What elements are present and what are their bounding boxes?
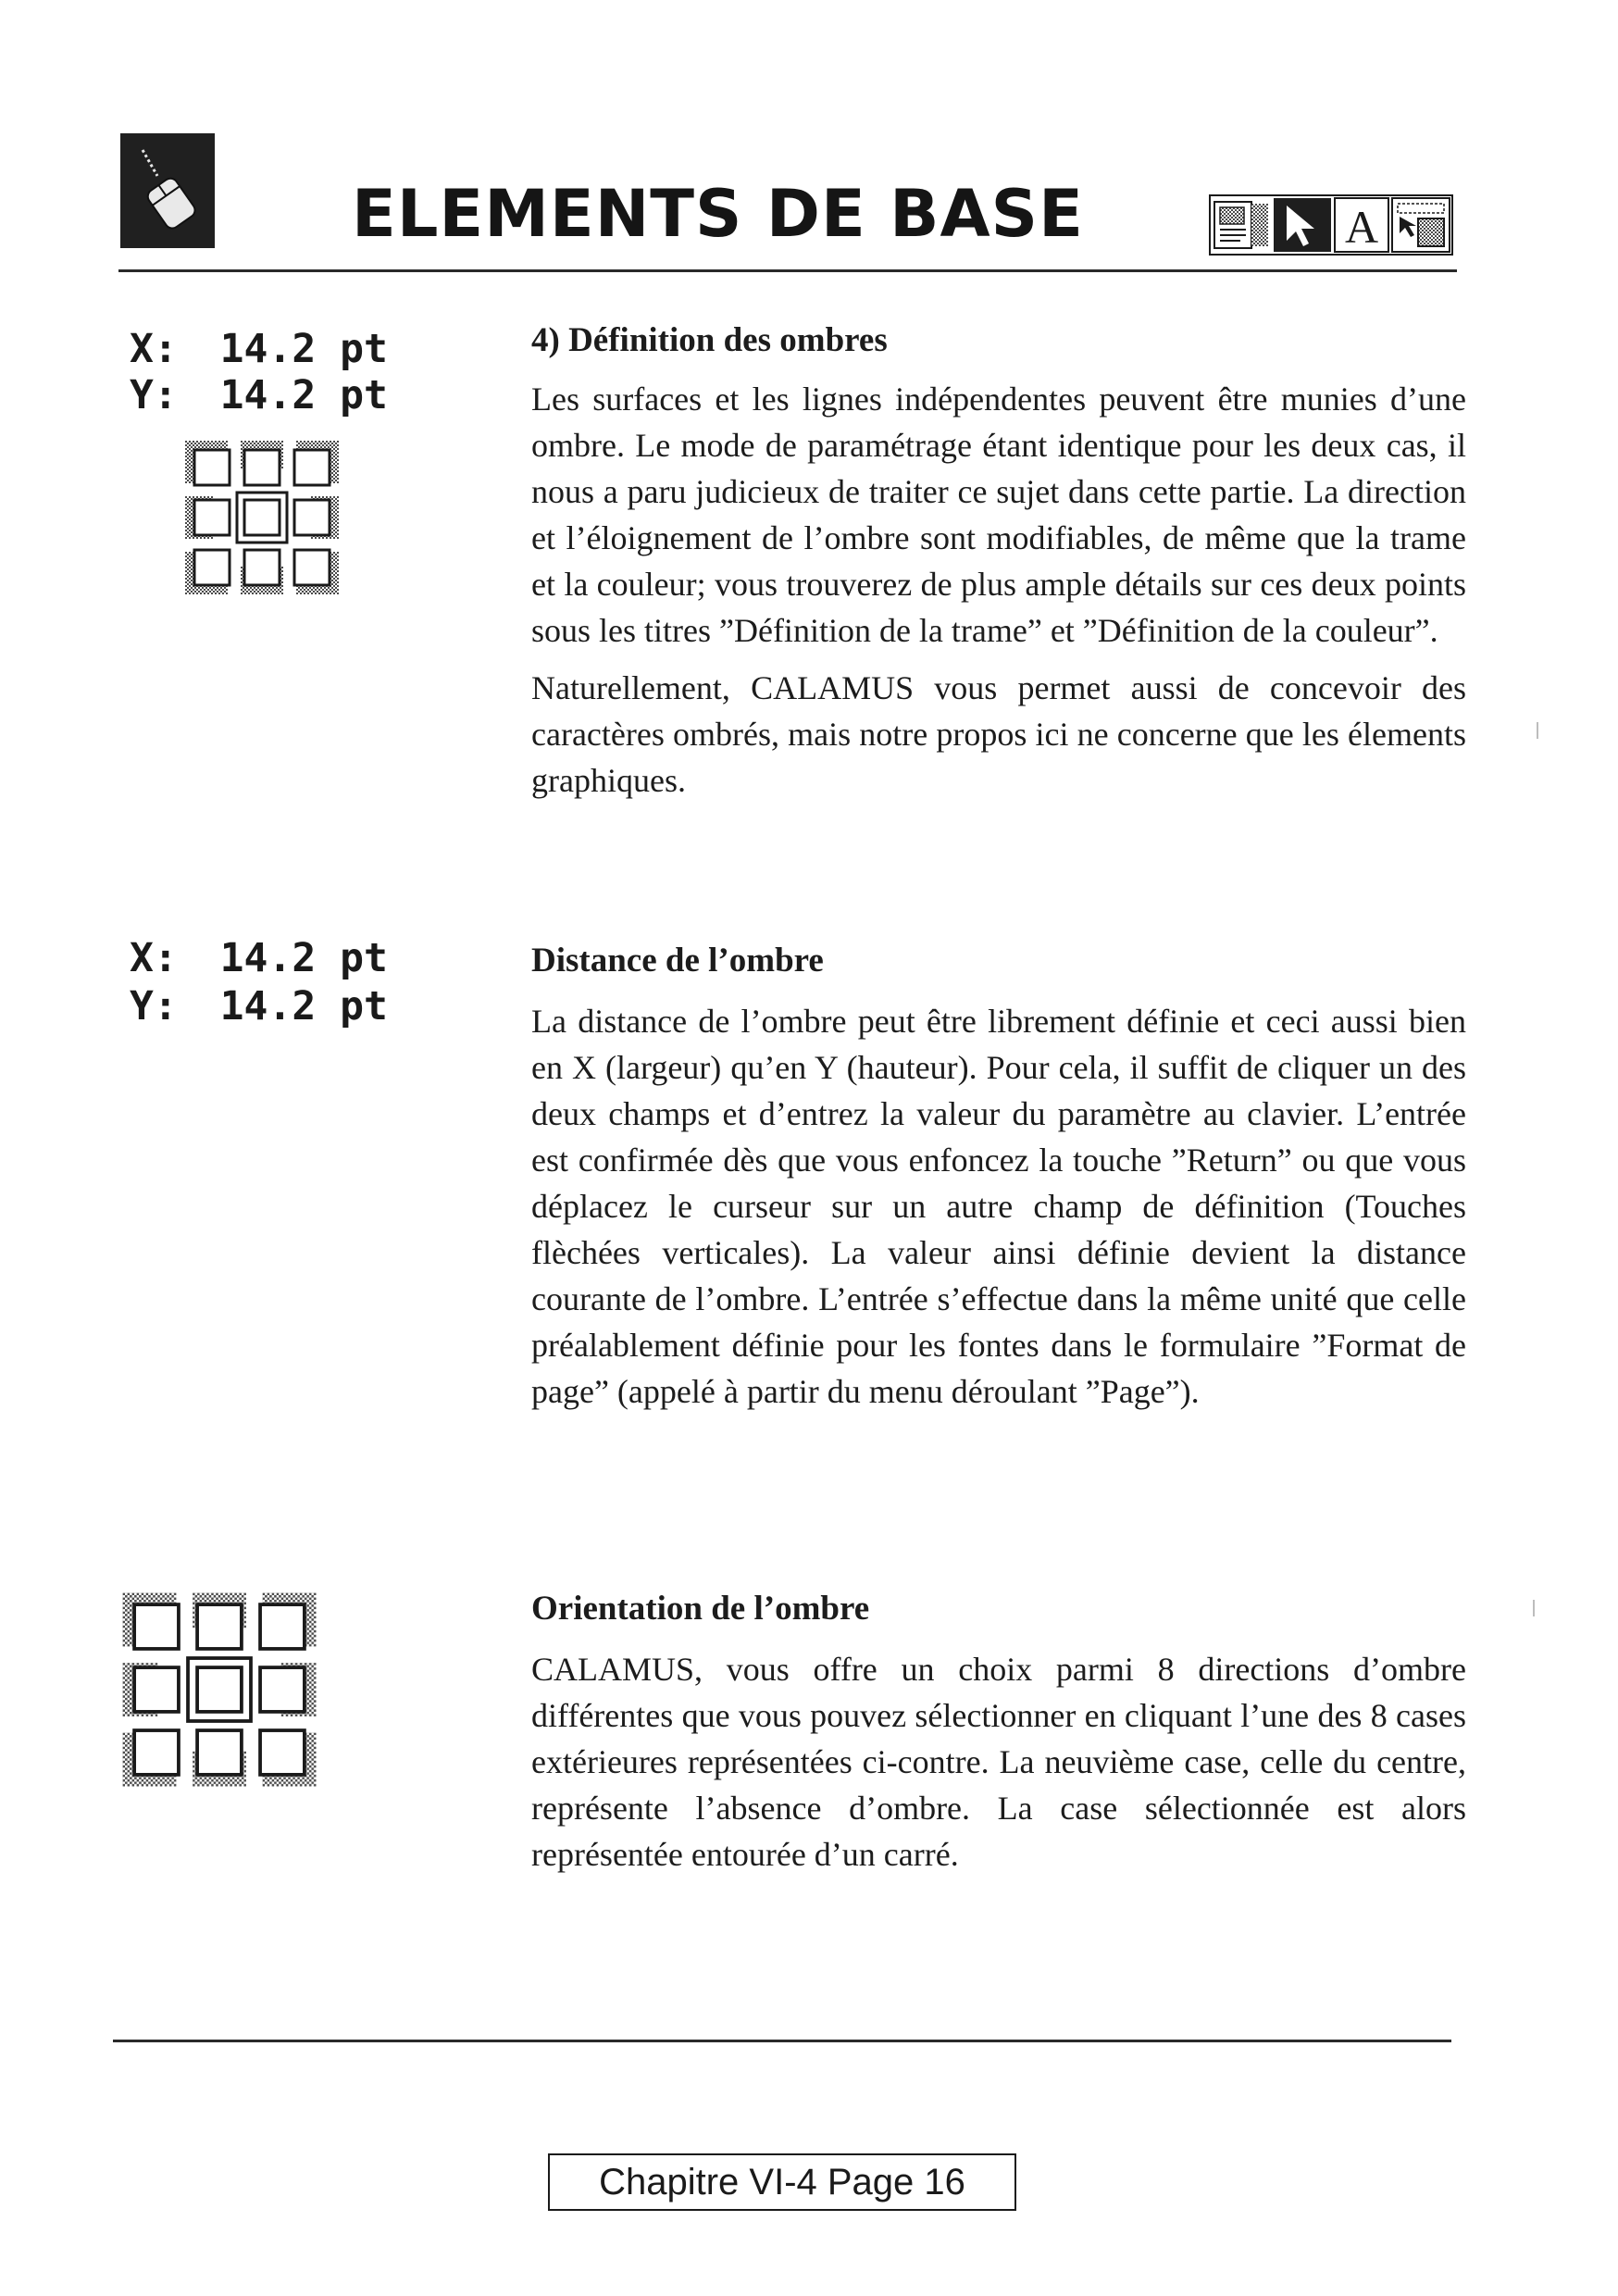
paragraph: Les surfaces et les lignes indépendentes peuvent être munies d’une ombre. Le mode de paramétrage étant identique pour les deux cas, il nous a paru judicieux de traiter ce sujet dans cette partie. La direction et l’éloignement de l’ombre sont modifiables, de même que la trame et la couleur; vous trouverez de plus ample détails sur ces deux points sous les titres ”Définition de la trame” et ”Définition de la couleur”.	[531, 381, 1466, 650]
section-heading: Distance de l’ombre	[531, 942, 824, 980]
toolbox	[1209, 194, 1453, 256]
section-distance	[531, 941, 1466, 1415]
mouse-icon	[120, 133, 215, 248]
frame-tool-icon[interactable]	[1392, 198, 1450, 252]
shadow-distance-y-field[interactable]	[130, 983, 388, 1029]
section-heading: 4) Définition des ombres	[531, 321, 888, 359]
footer-divider	[113, 2040, 1451, 2042]
shadow-x-field[interactable]	[130, 326, 388, 372]
shadow-distance-y-value[interactable]: 14.2 pt	[219, 983, 388, 1029]
shadow-distance-x-field[interactable]	[130, 935, 388, 981]
paragraph: CALAMUS, vous offre un choix parmi 8 directions d’ombre différentes que vous pouvez sélectionner en cliquant l’une des 8 cases extérieures représentées ci-contre. La neuvième case, celle du centre, représente l’absence d’ombre. La case sélectionnée est alors représentée entourée d’un carré.	[531, 1651, 1466, 1874]
shadow-distance-x-value[interactable]: 14.2 pt	[219, 935, 388, 981]
shadow-distance-x-label: X:	[130, 935, 178, 981]
page-number-box	[548, 2153, 1016, 2211]
section-ombres	[531, 320, 1466, 804]
page-number: Chapitre VI-4 Page 16	[599, 2161, 965, 2202]
shadow-y-field[interactable]	[130, 372, 388, 418]
scan-mark	[1533, 1600, 1535, 1616]
shadow-y-label: Y:	[130, 372, 178, 418]
shadow-x-label: X:	[130, 326, 178, 372]
page-title: ELEMENTS DE BASE	[352, 176, 1084, 252]
text-tool-glyph: A	[1344, 201, 1379, 253]
shadow-distance-y-label: Y:	[130, 983, 178, 1029]
shadow-y-value[interactable]: 14.2 pt	[219, 372, 388, 418]
paragraph: La distance de l’ombre peut être librement définie et ceci aussi bien en X (largeur) qu’en Y (hauteur). Pour cela, il suffit de cliquer un des deux champs et d’entrez la valeur du paramètre au clavier. L’entrée est confirmée dès que vous enfoncez la touche ”Return” ou que vous déplacez le curseur sur un autre champ de définition (Touches flèchées verticales). La valeur ainsi définie devient la distance courante de l’ombre. L’entrée s’effectue dans la même unité que celle préalablement définie pour les fontes dans le formulaire ”Format de page” (appelé à partir du menu déroulant ”Page”).	[531, 1003, 1466, 1411]
shadow-direction-grid[interactable]	[120, 1591, 318, 1789]
scan-mark	[1537, 722, 1538, 739]
header-divider	[118, 269, 1457, 272]
arrow-tool-icon[interactable]	[1274, 198, 1331, 252]
page-tool-icon[interactable]	[1214, 202, 1268, 248]
shadow-x-value[interactable]: 14.2 pt	[219, 326, 388, 372]
section-orientation	[531, 1589, 1466, 1878]
paragraph: Naturellement, CALAMUS vous permet aussi de concevoir des caractères ombrés, mais notre propos ici ne concerne que les élements graphiques.	[531, 669, 1466, 800]
text-tool-icon[interactable]	[1335, 198, 1388, 253]
section-heading: Orientation de l’ombre	[531, 1590, 870, 1628]
shadow-direction-grid-small[interactable]	[183, 439, 341, 596]
